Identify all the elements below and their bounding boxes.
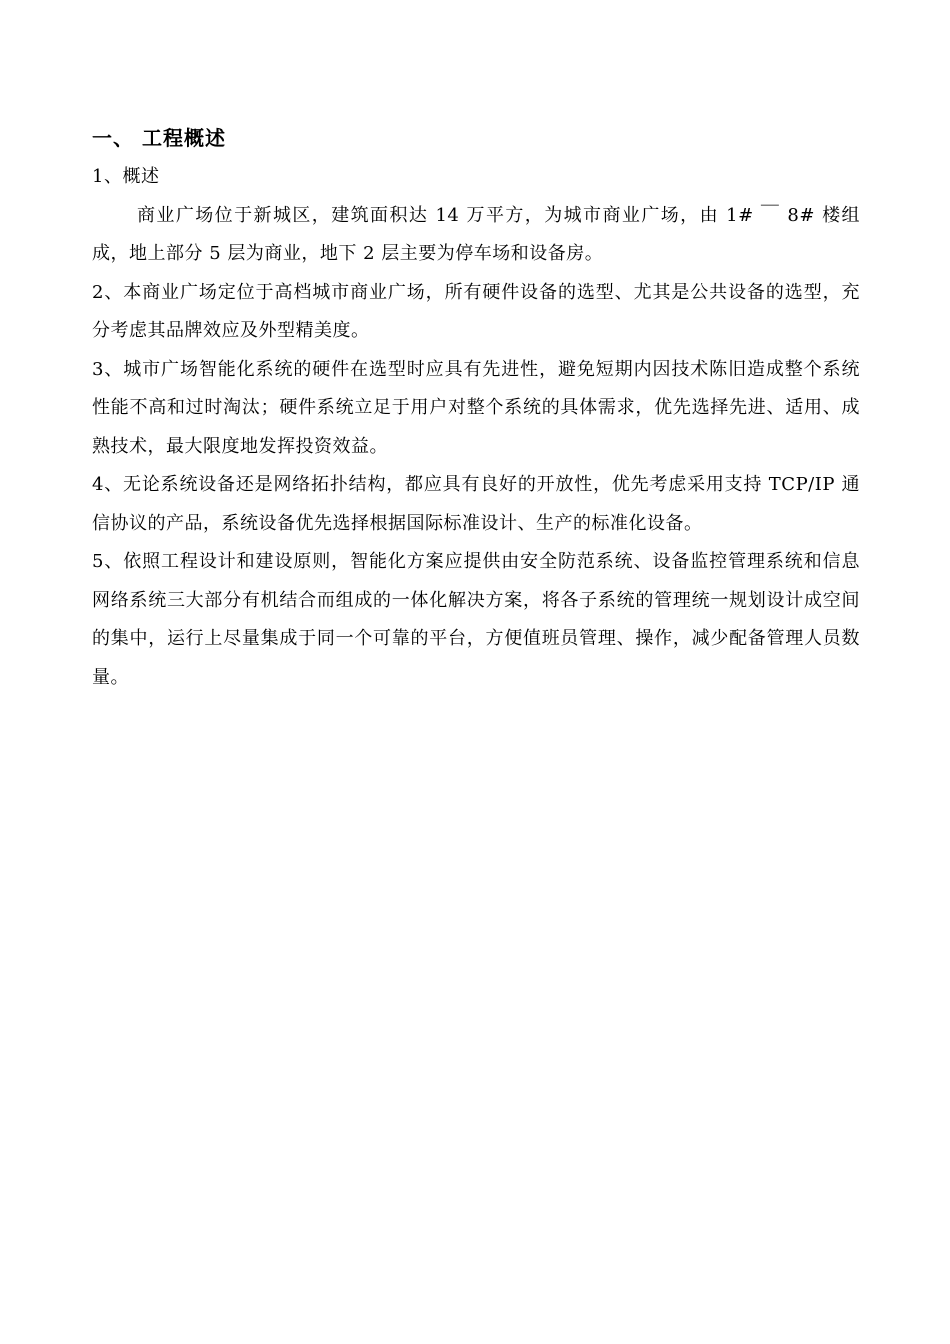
paragraph-item-2: 2、本商业广场定位于高档城市商业广场，所有硬件设备的选型、尤其是公共设备的选型，充分考虑其品牌效应及外型精美度。 <box>92 281 860 341</box>
subsection-title: 1、概述 <box>92 166 160 187</box>
document-body <box>92 118 860 697</box>
section-title: 一、 工程概述 <box>92 126 226 150</box>
paragraph-item-3: 3、城市广场智能化系统的硬件在选型时应具有先进性，避免短期内因技术陈旧造成整个系统性能不高和过时淘汰；硬件系统立足于用户对整个系统的具体需求，优先选择先进、适用、成熟技术，最大限度地发挥投资效益。 <box>92 358 860 457</box>
paragraph-overview: 商业广场位于新城区，建筑面积达 14 万平方，为城市商业广场，由 1# ￣ 8# 楼组成，地上部分 5 层为商业，地下 2 层主要为停车场和设备房。 <box>92 204 860 264</box>
paragraph-item-4: 4、无论系统设备还是网络拓扑结构，都应具有良好的开放性，优先考虑采用支持 TCP/IP 通信协议的产品，系统设备优先选择根据国际标准设计、生产的标准化设备。 <box>92 474 860 534</box>
paragraph-item-5: 5、依照工程设计和建设原则，智能化方案应提供由安全防范系统、设备监控管理系统和信息网络系统三大部分有机结合而组成的一体化解决方案，将各子系统的管理统一规划设计成空间的集中，运行上尽量集成于同一个可靠的平台，方便值班员管理、操作，减少配备管理人员数量。 <box>92 551 860 688</box>
